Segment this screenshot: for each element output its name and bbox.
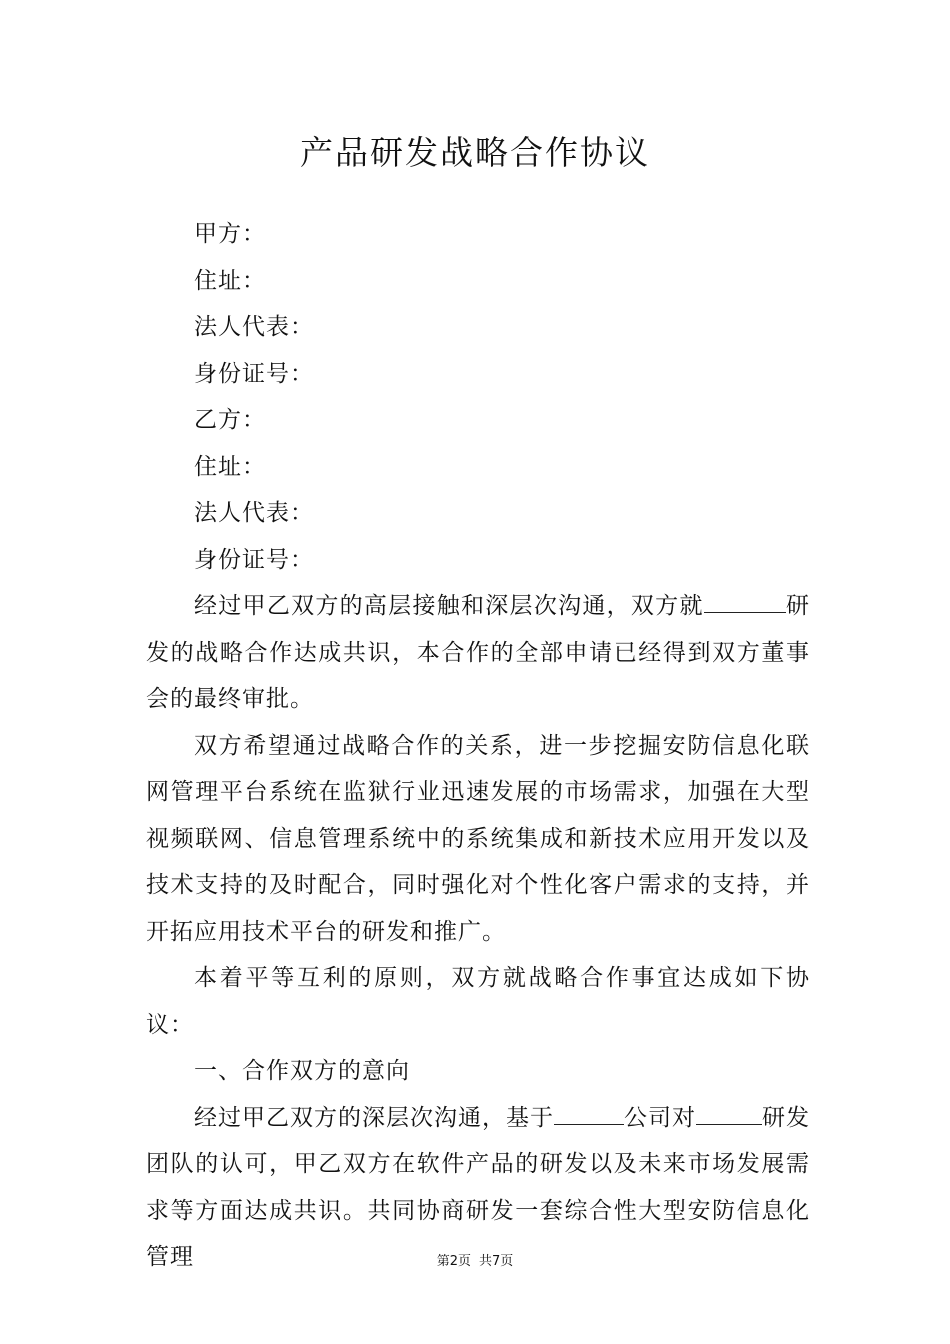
paragraph-principle: 本着平等互利的原则，双方就战略合作事宜达成如下协议： [146,965,810,1038]
party-b-label: 乙方： [194,407,266,433]
fill-in-blank [704,592,786,613]
party-b-legal-rep: 法人代表： [194,500,314,526]
fill-in-blank [554,1104,624,1125]
paragraph-consensus-before: 经过甲乙双方的高层接触和深层次沟通，双方就 [194,593,704,619]
paragraph-purpose: 双方希望通过战略合作的关系，进一步挖掘安防信息化联网管理平台系统在监狱行业迅速发展的市场需求，加强在大型视频联网、信息管理系统中的系统集成和新技术应用开发以及技术支持的及时配合，同时强化对个性化客户需求的支持，并开拓应用技术平台的研发和推广。 [146,732,810,945]
paragraph-consensus-after: 研发的战略合作达成共识，本合作的全部申请已经得到双方董事会的最终审批。 [146,593,811,712]
page-total: 共7页 [479,1254,514,1269]
party-b-address: 住址： [194,453,266,480]
document-body [146,211,810,1281]
page-number: 第2页 [436,1254,471,1269]
party-a-legal-rep: 法人代表： [194,314,314,340]
page-footer [0,1253,950,1271]
party-a-address: 住址： [194,267,266,294]
paragraph-intent-part1: 经过甲乙双方的深层次沟通，基于 [194,1104,554,1131]
document-title: 产品研发战略合作协议 [300,133,650,172]
party-a-id-number: 身份证号： [194,360,314,387]
paragraph-intent-part2: 公司对 [624,1104,696,1131]
party-a-label: 甲方： [194,221,266,247]
section-heading-1: 一、合作双方的意向 [194,1058,410,1084]
paragraph-intent-part3: 研发团队的认可，甲乙双方在软件产品的研发以及未来市场发展需求等方面达成共识。共同协商研发一套综合性大型安防信息化管理 [146,1104,810,1270]
fill-in-blank [696,1104,762,1125]
paragraph-consensus [146,583,810,723]
party-b-id-number: 身份证号： [194,546,314,573]
